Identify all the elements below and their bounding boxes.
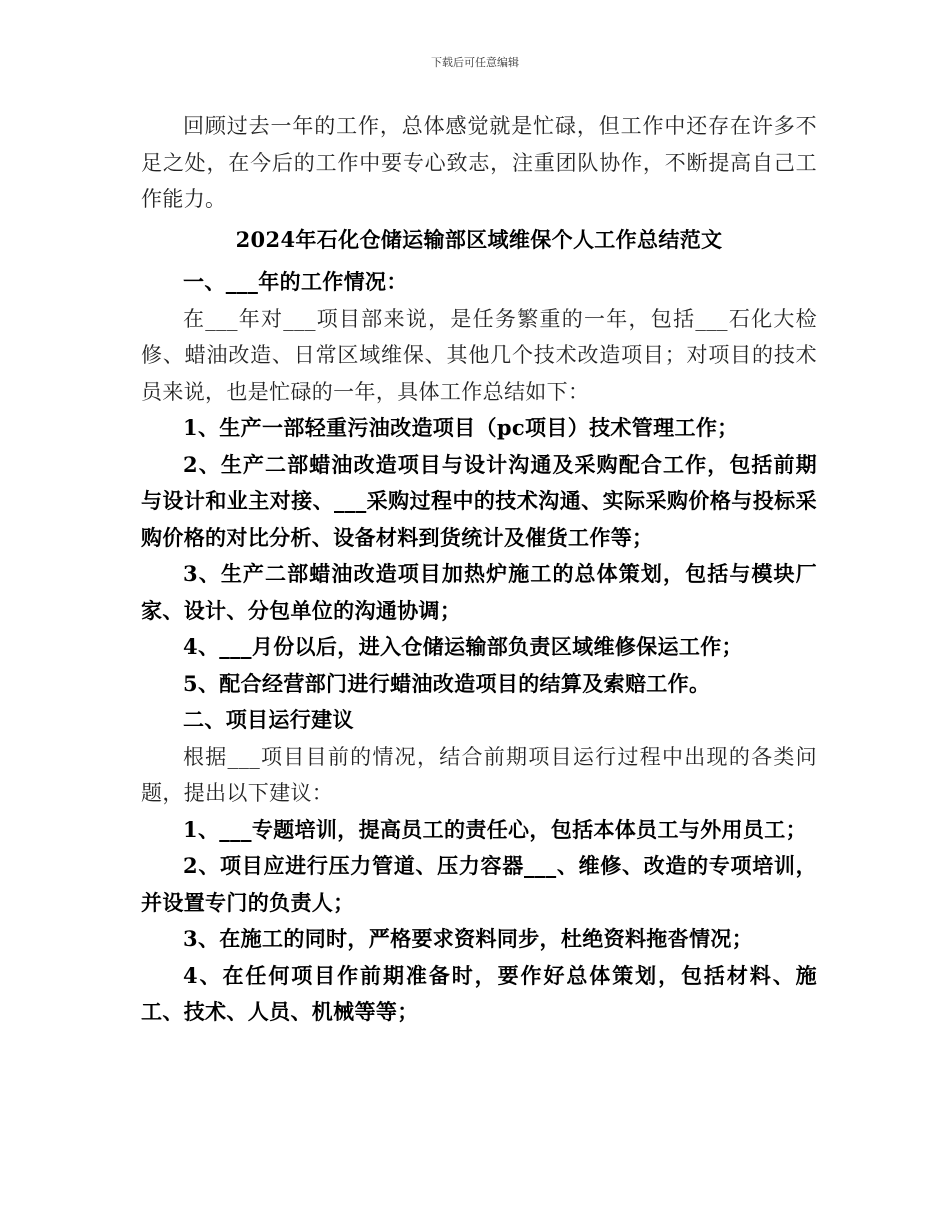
- document-body: [141, 108, 817, 1031]
- work-item-1: 1、生产一部轻重污油改造项目（pc项目）技术管理工作；: [183, 415, 739, 440]
- suggestion-item-3: 3、在施工的同时，严格要求资料同步，杜绝资料拖沓情况；: [183, 926, 754, 951]
- page-header-note: 下载后可任意编辑: [431, 56, 519, 69]
- section-heading-2: 二、项目运行建议: [183, 707, 354, 732]
- work-item-2: 2、生产二部蜡油改造项目与设计沟通及采购配合工作，包括前期与设计和业主对接、___采购过程中的技术沟通、实际采购价格与投标采购价格的对比分析、设备材料到货统计及催货工作等；: [141, 451, 817, 550]
- suggestion-item-4: 4、在任何项目作前期准备时，要作好总体策划，包括材料、施工、技术、人员、机械等等；: [141, 962, 817, 1024]
- document-title: 2024年石化仓储运输部区域维保个人工作总结范文: [235, 226, 723, 252]
- section-2-intro: 根据___项目目前的情况，结合前期项目运行过程中出现的各类问题，提出以下建议：: [141, 744, 817, 805]
- work-item-3: 3、生产二部蜡油改造项目加热炉施工的总体策划，包括与模块厂家、设计、分包单位的沟通协调；: [141, 561, 817, 623]
- work-item-4: 4、___月份以后，进入仓储运输部负责区域维修保运工作；: [183, 634, 743, 659]
- section-1-intro: 在___年对___项目部来说，是任务繁重的一年，包括___石化大检修、蜡油改造、日常区域维保、其他几个技术改造项目；对项目的技术员来说，也是忙碌的一年，具体工作总结如下：: [141, 306, 817, 404]
- section-heading-1: 一、___年的工作情况：: [183, 269, 408, 294]
- work-item-5: 5、配合经营部门进行蜡油改造项目的结算及索赔工作。: [183, 670, 711, 696]
- suggestion-item-2: 2、项目应进行压力管道、压力容器___、维修、改造的专项培训，并设置专门的负责人；: [141, 853, 817, 915]
- suggestion-item-1: 1、___专题培训，提高员工的责任心，包括本体员工与外用员工；: [183, 816, 807, 842]
- intro-paragraph: 回顾过去一年的工作，总体感觉就是忙碌，但工作中还存在许多不足之处，在今后的工作中要专心致志，注重团队协作，不断提高自己工作能力。: [141, 114, 817, 211]
